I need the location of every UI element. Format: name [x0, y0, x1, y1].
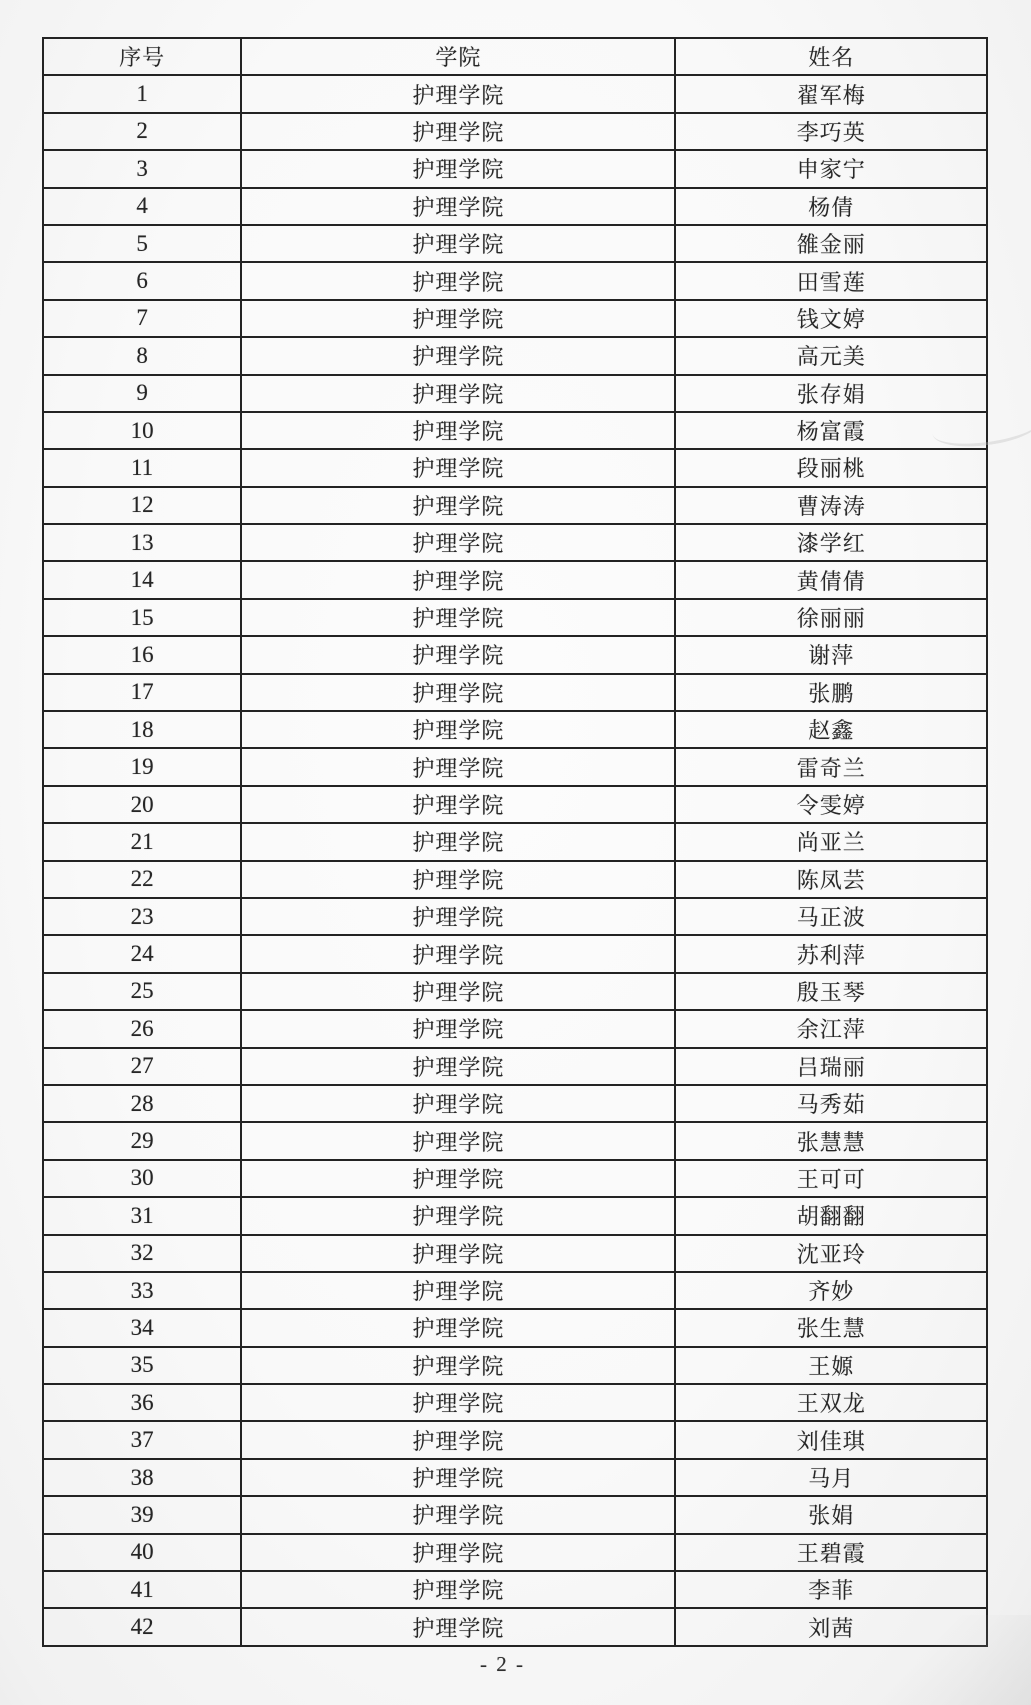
row-serial-number: 2	[43, 113, 241, 150]
row-name: 王双龙	[675, 1384, 987, 1421]
row-name: 钱文婷	[675, 300, 987, 337]
row-serial-number: 33	[43, 1272, 241, 1309]
table-row	[43, 599, 987, 636]
row-serial-number: 42	[43, 1608, 241, 1645]
table-row	[43, 524, 987, 561]
row-college: 护理学院	[241, 300, 675, 337]
table-row	[43, 674, 987, 711]
row-college: 护理学院	[241, 524, 675, 561]
row-serial-number: 9	[43, 375, 241, 412]
table-row	[43, 935, 987, 972]
row-college: 护理学院	[241, 935, 675, 972]
table-row	[43, 1608, 987, 1645]
table-row	[43, 1160, 987, 1197]
row-name: 刘佳琪	[675, 1421, 987, 1458]
table-row	[43, 1085, 987, 1122]
row-college: 护理学院	[241, 711, 675, 748]
row-serial-number: 41	[43, 1571, 241, 1608]
row-college: 护理学院	[241, 337, 675, 374]
row-name: 李菲	[675, 1571, 987, 1608]
row-college: 护理学院	[241, 973, 675, 1010]
table-row	[43, 786, 987, 823]
row-college: 护理学院	[241, 188, 675, 225]
row-college: 护理学院	[241, 1160, 675, 1197]
row-name: 张娟	[675, 1496, 987, 1533]
row-serial-number: 40	[43, 1534, 241, 1571]
header-cell-name: 姓名	[675, 38, 987, 75]
page-number-label: - 2 -	[480, 1652, 525, 1676]
row-name: 谢萍	[675, 636, 987, 673]
row-serial-number: 31	[43, 1197, 241, 1234]
table-row	[43, 225, 987, 262]
row-name: 齐妙	[675, 1272, 987, 1309]
row-serial-number: 12	[43, 487, 241, 524]
row-name: 张存娟	[675, 375, 987, 412]
row-name: 马秀茹	[675, 1085, 987, 1122]
row-serial-number: 23	[43, 898, 241, 935]
row-name: 田雪莲	[675, 262, 987, 299]
row-serial-number: 30	[43, 1160, 241, 1197]
row-serial-number: 19	[43, 748, 241, 785]
row-name: 张生慧	[675, 1309, 987, 1346]
row-name: 吕瑞丽	[675, 1048, 987, 1085]
row-name: 曹涛涛	[675, 487, 987, 524]
row-serial-number: 14	[43, 561, 241, 598]
row-name: 王嫄	[675, 1347, 987, 1384]
row-college: 护理学院	[241, 150, 675, 187]
row-serial-number: 27	[43, 1048, 241, 1085]
row-serial-number: 26	[43, 1010, 241, 1047]
row-serial-number: 6	[43, 262, 241, 299]
row-college: 护理学院	[241, 1048, 675, 1085]
row-name: 刘茜	[675, 1608, 987, 1645]
row-college: 护理学院	[241, 748, 675, 785]
table-row	[43, 262, 987, 299]
row-name: 雒金丽	[675, 225, 987, 262]
row-name: 胡翻翻	[675, 1197, 987, 1234]
row-college: 护理学院	[241, 1384, 675, 1421]
row-name: 申家宁	[675, 150, 987, 187]
row-college: 护理学院	[241, 1197, 675, 1234]
row-college: 护理学院	[241, 636, 675, 673]
table-row	[43, 823, 987, 860]
row-college: 护理学院	[241, 1309, 675, 1346]
row-college: 护理学院	[241, 1496, 675, 1533]
row-name: 王碧霞	[675, 1534, 987, 1571]
row-serial-number: 3	[43, 150, 241, 187]
row-college: 护理学院	[241, 1421, 675, 1458]
table-row	[43, 375, 987, 412]
row-name: 李巧英	[675, 113, 987, 150]
table-row	[43, 1384, 987, 1421]
row-name: 高元美	[675, 337, 987, 374]
table-row	[43, 898, 987, 935]
row-college: 护理学院	[241, 861, 675, 898]
row-serial-number: 21	[43, 823, 241, 860]
row-name: 段丽桃	[675, 449, 987, 486]
row-college: 护理学院	[241, 561, 675, 598]
row-name: 苏利萍	[675, 935, 987, 972]
row-serial-number: 7	[43, 300, 241, 337]
table-row	[43, 188, 987, 225]
row-serial-number: 18	[43, 711, 241, 748]
row-name: 黄倩倩	[675, 561, 987, 598]
row-serial-number: 29	[43, 1122, 241, 1159]
table-row	[43, 487, 987, 524]
table-row	[43, 300, 987, 337]
row-college: 护理学院	[241, 449, 675, 486]
row-serial-number: 25	[43, 973, 241, 1010]
row-name: 徐丽丽	[675, 599, 987, 636]
table-row	[43, 748, 987, 785]
row-serial-number: 5	[43, 225, 241, 262]
row-name: 王可可	[675, 1160, 987, 1197]
row-serial-number: 38	[43, 1459, 241, 1496]
table-row	[43, 1122, 987, 1159]
table-row	[43, 1459, 987, 1496]
row-serial-number: 24	[43, 935, 241, 972]
table-row	[43, 412, 987, 449]
row-college: 护理学院	[241, 1122, 675, 1159]
row-college: 护理学院	[241, 1459, 675, 1496]
header-cell-college: 学院	[241, 38, 675, 75]
row-name: 翟军梅	[675, 75, 987, 112]
row-serial-number: 28	[43, 1085, 241, 1122]
row-serial-number: 20	[43, 786, 241, 823]
table-row	[43, 1272, 987, 1309]
table-row	[43, 150, 987, 187]
row-college: 护理学院	[241, 412, 675, 449]
row-college: 护理学院	[241, 75, 675, 112]
table-row	[43, 1235, 987, 1272]
row-college: 护理学院	[241, 599, 675, 636]
row-college: 护理学院	[241, 262, 675, 299]
table-row	[43, 1309, 987, 1346]
row-name: 张慧慧	[675, 1122, 987, 1159]
row-name: 尚亚兰	[675, 823, 987, 860]
table-row	[43, 636, 987, 673]
table-row	[43, 337, 987, 374]
row-serial-number: 11	[43, 449, 241, 486]
row-name: 漆学红	[675, 524, 987, 561]
table-row	[43, 1010, 987, 1047]
table-row	[43, 113, 987, 150]
row-name: 殷玉琴	[675, 973, 987, 1010]
row-name: 马月	[675, 1459, 987, 1496]
row-serial-number: 17	[43, 674, 241, 711]
row-name: 杨富霞	[675, 412, 987, 449]
table-row	[43, 1571, 987, 1608]
row-college: 护理学院	[241, 1534, 675, 1571]
roster-table-header	[43, 38, 987, 75]
row-college: 护理学院	[241, 375, 675, 412]
table-row	[43, 1347, 987, 1384]
row-serial-number: 34	[43, 1309, 241, 1346]
table-row	[43, 1421, 987, 1458]
row-serial-number: 32	[43, 1235, 241, 1272]
row-college: 护理学院	[241, 823, 675, 860]
table-row	[43, 711, 987, 748]
row-name: 令雯婷	[675, 786, 987, 823]
row-college: 护理学院	[241, 1085, 675, 1122]
row-serial-number: 35	[43, 1347, 241, 1384]
row-college: 护理学院	[241, 1347, 675, 1384]
header-cell-serial-number: 序号	[43, 38, 241, 75]
table-row	[43, 861, 987, 898]
row-college: 护理学院	[241, 674, 675, 711]
row-name: 赵鑫	[675, 711, 987, 748]
row-serial-number: 36	[43, 1384, 241, 1421]
row-serial-number: 13	[43, 524, 241, 561]
table-row	[43, 561, 987, 598]
row-college: 护理学院	[241, 1010, 675, 1047]
row-college: 护理学院	[241, 1235, 675, 1272]
row-college: 护理学院	[241, 898, 675, 935]
row-name: 陈凤芸	[675, 861, 987, 898]
roster-table	[42, 37, 988, 1647]
row-college: 护理学院	[241, 786, 675, 823]
row-college: 护理学院	[241, 225, 675, 262]
row-serial-number: 16	[43, 636, 241, 673]
row-college: 护理学院	[241, 113, 675, 150]
row-name: 沈亚玲	[675, 1235, 987, 1272]
row-name: 马正波	[675, 898, 987, 935]
row-name: 杨倩	[675, 188, 987, 225]
row-serial-number: 39	[43, 1496, 241, 1533]
table-row	[43, 75, 987, 112]
row-serial-number: 15	[43, 599, 241, 636]
table-row	[43, 1197, 987, 1234]
row-serial-number: 37	[43, 1421, 241, 1458]
row-serial-number: 22	[43, 861, 241, 898]
table-row	[43, 1048, 987, 1085]
row-serial-number: 10	[43, 412, 241, 449]
roster-table-body	[43, 75, 987, 1645]
table-row	[43, 1496, 987, 1533]
row-name: 张鹏	[675, 674, 987, 711]
row-college: 护理学院	[241, 1608, 675, 1645]
header-row	[43, 38, 987, 75]
row-college: 护理学院	[241, 1571, 675, 1608]
row-college: 护理学院	[241, 487, 675, 524]
row-college: 护理学院	[241, 1272, 675, 1309]
table-row	[43, 449, 987, 486]
table-row	[43, 1534, 987, 1571]
row-serial-number: 1	[43, 75, 241, 112]
row-name: 雷奇兰	[675, 748, 987, 785]
row-serial-number: 4	[43, 188, 241, 225]
row-serial-number: 8	[43, 337, 241, 374]
row-name: 余江萍	[675, 1010, 987, 1047]
table-row	[43, 973, 987, 1010]
